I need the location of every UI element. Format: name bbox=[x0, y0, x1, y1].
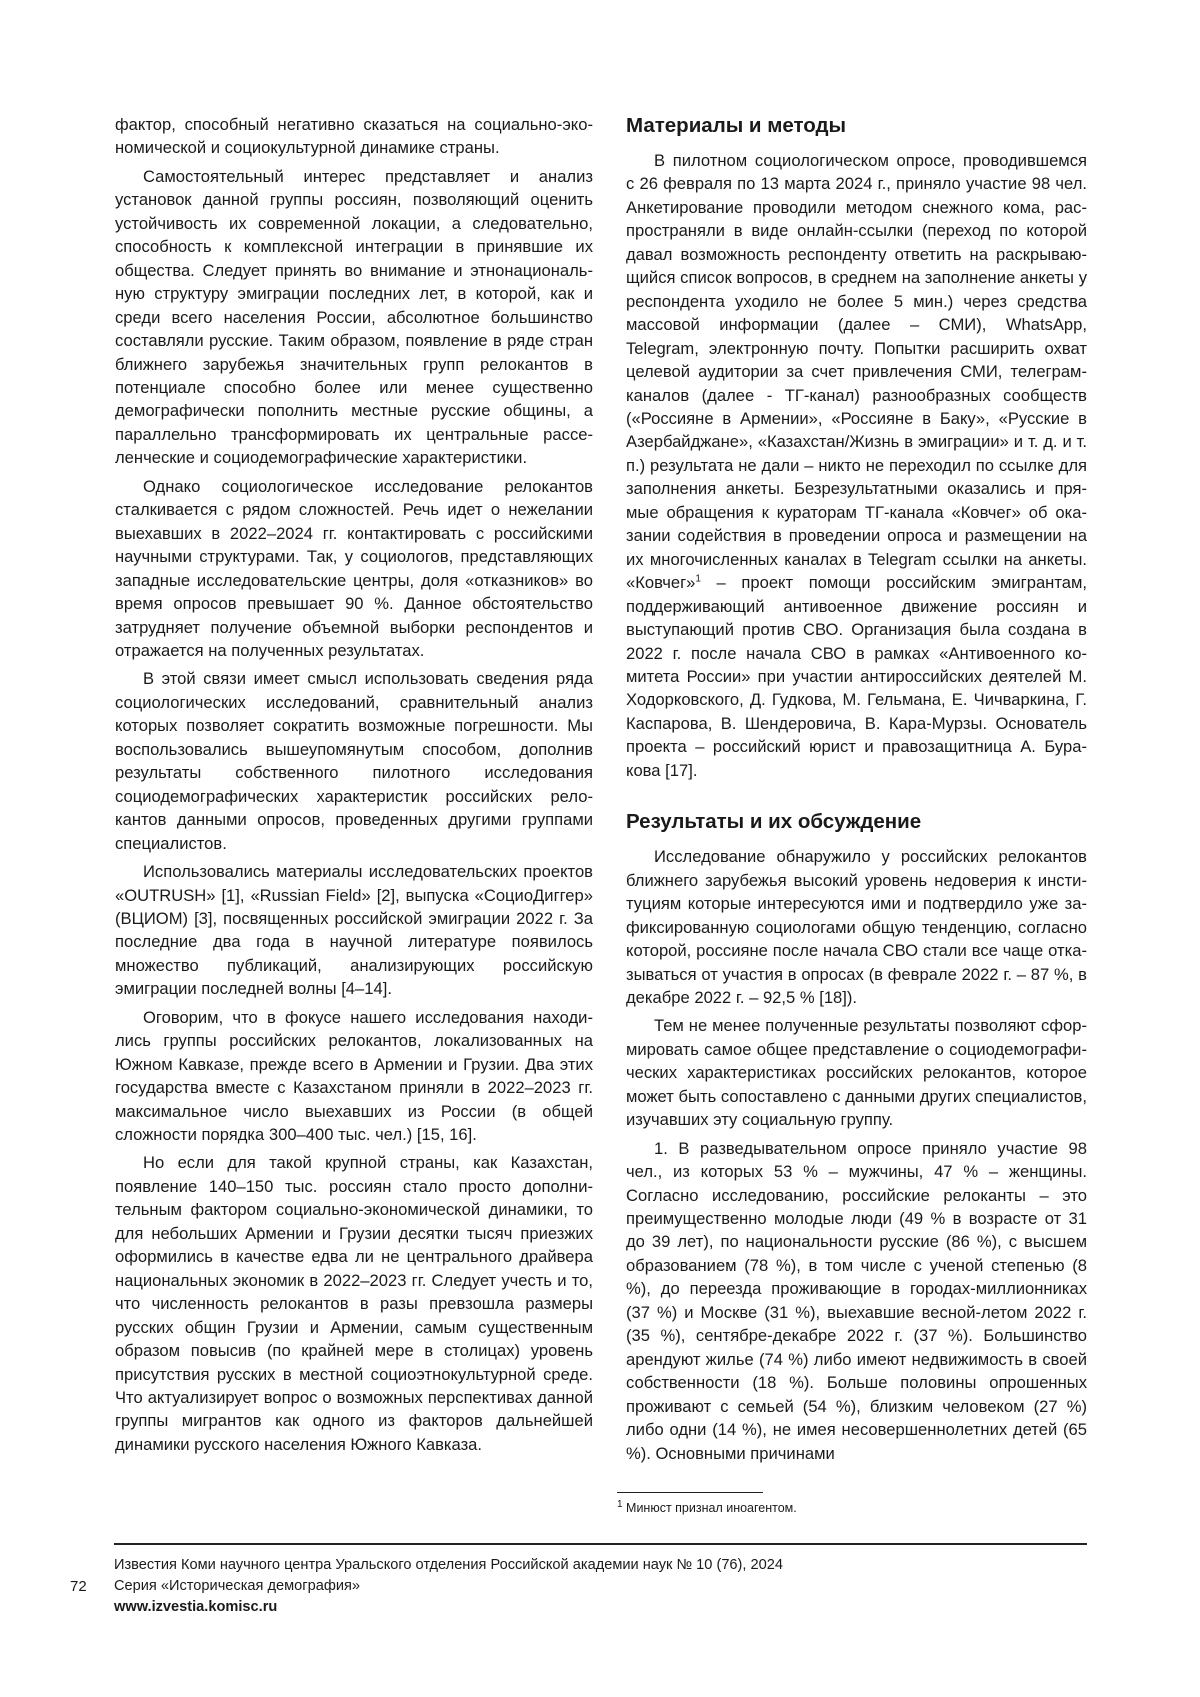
paragraph: Исследование обнаружило у российских релокантов ближнего зарубежья высокий уровень недоверия к институциям которые интересуются ими и подтвердило уже зафиксированную социологами общую тенденцию, согласно которой, россияне после начала СВО стали все чаще отказываться от участия в опросах (в феврале 2022 г. – 87 %, в декабре 2022 г. – 92,5 % [18]). bbox=[626, 847, 1087, 1007]
section-heading-methods: Материалы и методы bbox=[626, 114, 847, 137]
paragraph: Тем не менее полученные результаты позволяют сформировать самое общее представление о социодемографических характеристиках российских релокантов, которое может быть сопоставлено с данными других специалистов, изучавших эту социальную группу. bbox=[626, 1016, 1087, 1130]
section-heading-results: Результаты и их обсуждение bbox=[626, 810, 922, 834]
paragraph: Оговорим, что в фокусе нашего исследования находились группы российских релокантов, локализованных на Южном Кавказе, прежде всего в Армении и Грузии. Два этих государства вместе с Казахстаном приняли в 2022–2023 гг. максимальное число выехавших из России (в общей сложности порядка 300–400 тыс. чел.) [15, 16]. bbox=[115, 1007, 593, 1145]
journal-url-link[interactable]: www.izvestia.komisc.ru bbox=[114, 1599, 278, 1615]
footnote-marker: 1 bbox=[617, 1498, 623, 1510]
footer bbox=[114, 1555, 783, 1618]
paragraph: В этой связи имеет смысл использовать сведения ряда социологических исследований, сравнительный анализ которых позволяет сократить возможные погрешности. Мы воспользовались вышеупомянутым способом, дополнив результаты собственного пилотного исследования социодемографических характеристик российских релокантов данными опросов, проведенных другими группами специалистов. bbox=[115, 669, 593, 853]
footnote-text: Минюст признал иноагентом. bbox=[622, 1501, 797, 1515]
footnote-divider bbox=[617, 1492, 763, 1493]
page-number: 72 bbox=[70, 1578, 87, 1595]
journal-title: Известия Коми научного центра Уральского отделения Российской академии наук № 10 (76), 2024 bbox=[114, 1557, 783, 1573]
paragraph: Но если для такой крупной страны, как Казахстан, появление 140–150 тыс. россиян стало просто дополнительным фактором социально-экономической динамики, то для небольших Армении и Грузии десятки тысяч приезжих оформились в качестве едва ли не центрального драйвера национальных экономик в 2022–2023 гг. Следует учесть и то, что численность релокантов в разы превзошла размеры русских общин Грузии и Армении, самым существенным образом повысив (по крайней мере в столицах) уровень присутствия русских в местной социоэтнокультурной среде. Что актуализирует вопрос о возможных перспективах данной группы мигрантов как одного из факторов дальнейшей динамики русского населения Южного Кавказа. bbox=[115, 1153, 593, 1454]
journal-series: Серия «Историческая демография» bbox=[114, 1578, 360, 1594]
paragraph: Однако социологическое исследование релокантов сталкивается с рядом сложностей. Речь идет о нежелании выехавших в 2022–2024 гг. контактировать с российскими научными структурами. Так, у социологов, представляющих западные исследовательские центры, доля «отказников» во время опросов превышает 90 %. Данное обстоятельство затрудняет получение объемной выборки респондентов и отражается на полученных результатах. bbox=[115, 476, 593, 660]
paragraph: Использовались материалы исследовательских проектов «OUTRUSH» [1], «Russian Field» [2], выпуска «СоциоДиггер» (ВЦИОМ) [3], посвященных российской эмиграции 2022 г. За последние два года в научной литературе появилось множество публикаций, анализирующих российскую эмиграции последней волны [4–14]. bbox=[115, 862, 593, 999]
paragraph: Самостоятельный интерес представляет и анализ установок данной группы россиян, позволяющий оценить устойчивость их современной локации, а следовательно, способность к комплексной интеграции в принявшие их общества. Следует принять во внимание и этнонациональную структуру эмиграции последних лет, в которой, как и среди всего населения России, абсолютное большинство составляли русские. Таким образом, появление в ряде стран ближнего зарубежья значительных групп релокантов в потенциале способно более или менее существенно демографически пополнить местные русские общины, а параллельно трансформировать их центральные расселенческие и социодемографические характеристики. bbox=[115, 166, 593, 468]
paragraph: 1. В разведывательном опросе приняло участие 98 чел., из которых 53 % – мужчины, 47 % – женщины. Согласно исследованию, российские релоканты – это преимущественно молодые люди (49 % в возрасте от 31 до 39 лет), по национальности русские (86 %), с высшем образованием (78 %), в том числе с ученой степенью (8 %), до переезда проживающие в городах-миллионниках (37 %) и Москве (31 %), выехавшие весной-летом 2022 г. (35 %), сентябре-декабре 2022 г. (37 %). Большинство арендуют жилье (74 %) либо имеют недвижимость в своей собственности (18 %). Больше половины опрошенных проживают с семьей (54 %), близким человеком (27 %) либо одни (14 %), не имея несовершеннолетних детей (65 %). Основными причинами bbox=[626, 1138, 1087, 1463]
footnote-reference[interactable]: 1 bbox=[695, 573, 701, 585]
right-column bbox=[626, 113, 1087, 1465]
paragraph: фактор, способный негативно сказаться на социально-экономической и социокультурной динамике страны. bbox=[115, 115, 593, 158]
footnote bbox=[617, 1500, 797, 1516]
left-column bbox=[115, 113, 593, 1456]
paragraph-text: В пилотном социологическом опросе, проводившемся с 26 февраля по 13 марта 2024 г., приняло участие 98 чел. Анкетирование проводили методом снежного кома, распространяли в виде онлайн-ссылки (переход по которой давал возможность респонденту ответить на раскрывающийся список вопросов, в среднем на заполнение анкеты у респондента уходило не более 5 мин.) через средства массовой информации (далее – СМИ), WhatsApp, Telegram, электронную почту. Попытки расширить охват целевой аудитории за счет привлечения СМИ, телеграм-каналов (далее - ТГ-канал) разнообразных сообществ («Россияне в Армении», «Россияне в Баку», «Русские в Азербайджане», «Казахстан/Жизнь в эмиграции» и т. д. и т. п.) результата не дали – никто не переходил по ссылке для заполнения анкеты. Безрезультатными оказались и прямые обращения к кураторам ТГ-канала «Ковчег» об оказании содействия в проведении опроса и размещении на их многочисленных каналах в Telegram ссылки на анкеты. «Ковчег» bbox=[626, 151, 1087, 593]
paragraph bbox=[626, 149, 1087, 782]
footer-divider bbox=[114, 1543, 1087, 1545]
paragraph-text: – проект помощи российским эмигрантам, поддерживающий антивоенное движение россиян и выступающий против СВО. Организация была создана в 2022 г. после начала СВО в рамках «Антивоенного комитета России» при участии антироссийских деятелей М. Ходорковского, Д. Гудкова, М. Гельмана, Е. Чичваркина, Г. Каспарова, В. Шендеровича, В. Кара-Мурзы. Основатель проекта – российский юрист и правозащитница А. Буракова [17]. bbox=[626, 573, 1087, 780]
